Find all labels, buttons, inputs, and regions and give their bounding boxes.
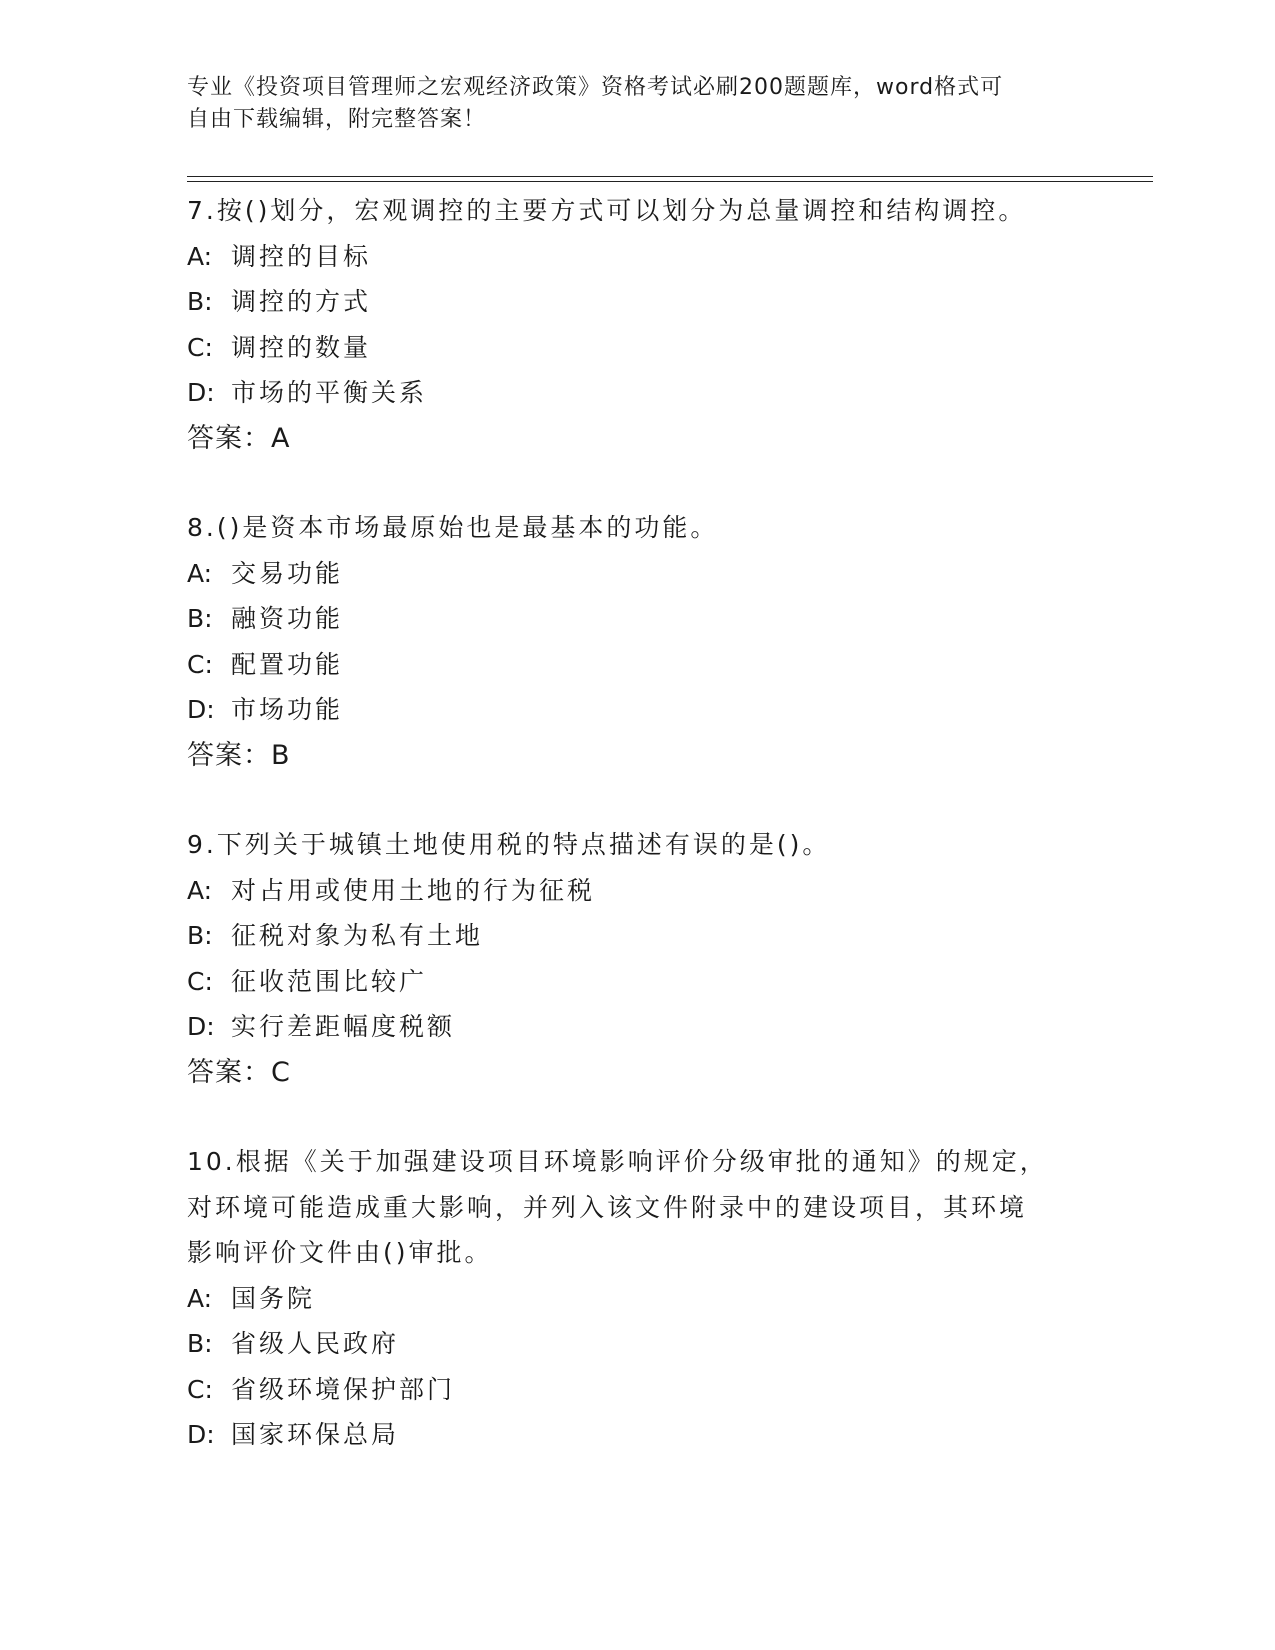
question-item (187, 505, 1087, 778)
option-text: 实行差距幅度税额 (231, 1012, 456, 1041)
question-list (187, 188, 1087, 1502)
option-text: 市场的平衡关系 (231, 378, 428, 407)
question-stem: 9.下列关于城镇土地使用税的特点描述有误的是()。 (187, 830, 831, 859)
document-header (187, 72, 1067, 136)
question-item (187, 188, 1087, 461)
option-letter: B: (187, 287, 213, 316)
answer-option (187, 687, 1087, 733)
option-text: 调控的目标 (231, 241, 372, 271)
answer-option (187, 1321, 1087, 1367)
option-letter: C: (187, 1374, 213, 1404)
option-letter: A: (187, 875, 213, 905)
option-text: 融资功能 (231, 604, 344, 633)
option-text: 征税对象为私有土地 (231, 921, 484, 950)
option-text: 调控的数量 (231, 332, 372, 362)
option-text: 征收范围比较广 (231, 966, 428, 996)
answer-option (187, 1004, 1087, 1050)
option-text: 国家环保总局 (231, 1420, 400, 1449)
option-text: 省级环境保护部门 (231, 1374, 456, 1404)
question-item (187, 1139, 1087, 1458)
answer-key: 答案：A (187, 422, 291, 454)
option-text: 交易功能 (231, 558, 344, 588)
answer-option (187, 325, 1087, 371)
option-letter: A: (187, 241, 213, 271)
option-letter: D: (187, 1420, 215, 1449)
header-divider-top (187, 176, 1153, 177)
answer-option (187, 551, 1087, 597)
option-letter: D: (187, 378, 215, 407)
answer-key: 答案：C (187, 1056, 291, 1088)
answer-option (187, 279, 1087, 325)
answer-key: 答案：B (187, 739, 291, 771)
option-letter: D: (187, 695, 215, 724)
option-letter: C: (187, 332, 213, 362)
question-stem: 8.()是资本市场最原始也是最基本的功能。 (187, 513, 719, 542)
option-text: 国务院 (231, 1283, 316, 1313)
answer-option (187, 868, 1087, 914)
option-letter: D: (187, 1012, 215, 1041)
option-text: 对占用或使用土地的行为征税 (231, 875, 596, 905)
answer-option (187, 234, 1087, 280)
option-letter: B: (187, 921, 213, 950)
answer-option (187, 642, 1087, 688)
option-letter: B: (187, 604, 213, 633)
answer-option (187, 1367, 1087, 1413)
option-letter: C: (187, 649, 213, 679)
option-letter: B: (187, 1329, 213, 1358)
option-text: 市场功能 (231, 695, 344, 724)
question-item (187, 822, 1087, 1095)
option-text: 省级人民政府 (231, 1329, 400, 1358)
question-stem: 7.按()划分，宏观调控的主要方式可以划分为总量调控和结构调控。 (187, 196, 1027, 225)
answer-option (187, 370, 1087, 416)
answer-option (187, 959, 1087, 1005)
question-stem: 对环境可能造成重大影响，并列入该文件附录中的建设项目，其环境 (187, 1192, 1028, 1222)
option-letter: A: (187, 1283, 213, 1313)
header-line-1: 专业《投资项目管理师之宏观经济政策》资格考试必刷200题题库，word格式可 (187, 75, 1004, 100)
question-stem: 影响评价文件由()审批。 (187, 1238, 493, 1267)
header-divider-bottom (187, 181, 1153, 182)
question-stem: 10.根据《关于加强建设项目环境影响评价分级审批的通知》的规定， (187, 1147, 1048, 1176)
answer-option (187, 913, 1087, 959)
option-text: 调控的方式 (231, 287, 372, 316)
answer-option (187, 596, 1087, 642)
answer-option (187, 1276, 1087, 1322)
option-letter: A: (187, 558, 213, 588)
option-text: 配置功能 (231, 649, 344, 679)
option-letter: C: (187, 966, 213, 996)
header-line-2: 自由下载编辑，附完整答案！ (187, 107, 487, 132)
answer-option (187, 1412, 1087, 1458)
